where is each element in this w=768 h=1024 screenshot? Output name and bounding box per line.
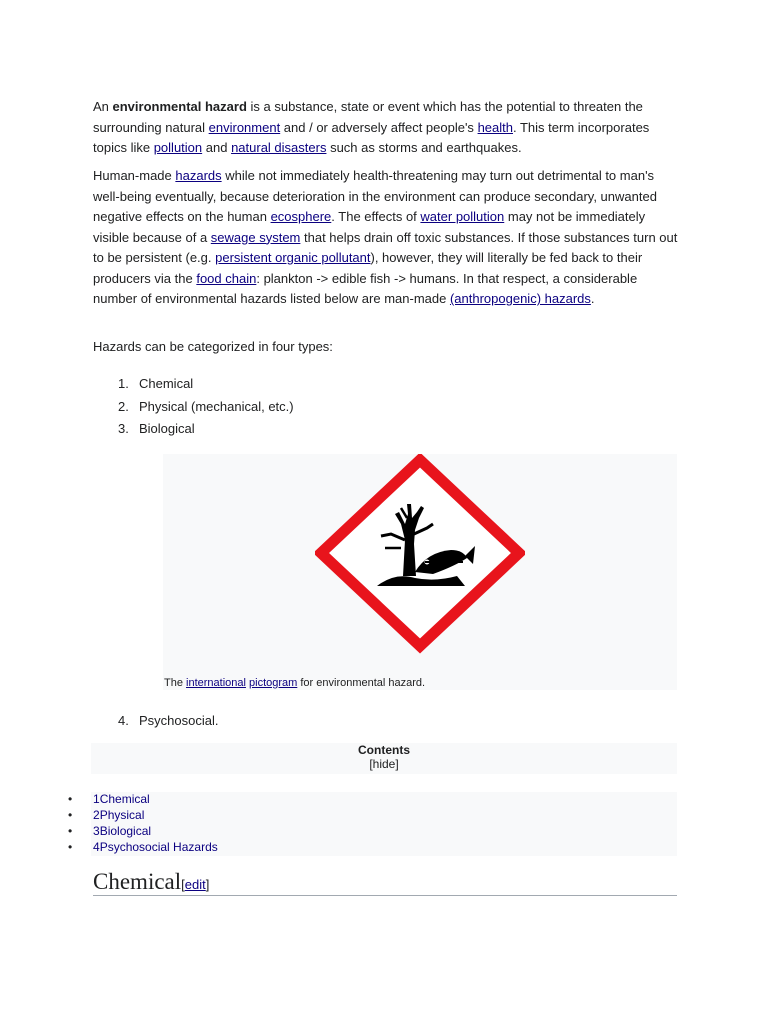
- intro-paragraph-3: Hazards can be categorized in four types:: [93, 339, 333, 354]
- text: that helps drain off toxic substances. If those substances turn out to be persistent (e.g.: [93, 229, 678, 265]
- toc-label: Psychosocial Hazards: [99, 840, 218, 854]
- list-number: 1.: [118, 376, 129, 391]
- list-number: 2.: [118, 399, 129, 414]
- figure-caption: [164, 677, 425, 690]
- section-heading-chemical: [93, 868, 677, 896]
- toc-label: Physical: [99, 808, 145, 822]
- list-label: Psychosocial.: [139, 713, 219, 728]
- list-number: 4.: [118, 713, 129, 728]
- list-number: 3.: [118, 421, 129, 436]
- bullet-icon: •: [68, 792, 73, 806]
- toc-number: 1: [93, 792, 100, 806]
- intro-paragraph-2: [93, 166, 678, 310]
- link-environment[interactable]: environment: [208, 119, 281, 135]
- link-food-chain[interactable]: food chain: [196, 270, 257, 286]
- link-pollution[interactable]: pollution: [153, 140, 203, 155]
- text: such as storms and earthquakes.: [326, 140, 522, 155]
- link-ecosphere[interactable]: ecosphere: [270, 209, 332, 224]
- bullet-icon: •: [68, 808, 73, 822]
- toc-title: Contents: [358, 743, 410, 757]
- text: The: [164, 677, 187, 689]
- intro-paragraph-1: [93, 97, 678, 159]
- bracket: [: [181, 877, 185, 892]
- text: ), however, they will literally be fed back to their producers via the: [93, 250, 643, 286]
- toc-label: Chemical: [99, 792, 150, 806]
- link-water-pollution[interactable]: water pollution: [420, 209, 505, 224]
- link-natural-disasters[interactable]: natural disasters: [231, 140, 327, 155]
- text: : plankton -> edible fish -> humans. In that respect, a considerable number of environmental hazards listed below are man-made: [93, 270, 638, 306]
- text: . The effects of: [331, 209, 421, 224]
- list-label: Chemical: [139, 376, 194, 391]
- list-item-physical: [118, 398, 294, 416]
- diamond-border: [321, 460, 519, 646]
- list-label: Physical (mechanical, etc.): [139, 399, 294, 414]
- term-bold: environmental hazard: [112, 99, 247, 114]
- text: and: [202, 140, 232, 155]
- toc-hide-toggle[interactable]: [hide]: [369, 757, 399, 771]
- edit-section-link[interactable]: [181, 877, 209, 892]
- toc-entry-physical[interactable]: [68, 808, 145, 822]
- text: is a substance, state or event which has the potential to threaten the surrounding natural: [93, 99, 643, 135]
- text: . This term incorporates topics like: [93, 119, 650, 155]
- toc-entry-biological[interactable]: [68, 824, 152, 838]
- text: may not be immediately visible because of a: [93, 209, 646, 245]
- link-hazards[interactable]: hazards: [175, 168, 222, 183]
- toc-list: [68, 792, 677, 856]
- toc-number: 3: [93, 824, 100, 838]
- link-anthropogenic-hazards[interactable]: (anthropogenic) hazards: [449, 291, 591, 306]
- toc-label: Biological: [99, 824, 152, 838]
- list-item-chemical: [118, 375, 193, 393]
- toc-header: [91, 743, 677, 774]
- link-international[interactable]: international: [186, 677, 246, 689]
- bracket: ]: [205, 877, 210, 892]
- figure-thumbnail: [163, 454, 677, 690]
- text: .: [590, 291, 595, 306]
- bullet-icon: •: [68, 840, 73, 854]
- link-sewage-system[interactable]: sewage system: [210, 229, 301, 245]
- bullet-icon: •: [68, 824, 73, 838]
- text: for environmental hazard.: [297, 677, 426, 689]
- list-item-psychosocial: [118, 712, 218, 730]
- list-item-biological: [118, 420, 195, 438]
- link-pictogram[interactable]: pictogram: [249, 677, 298, 689]
- text: Human-made: [93, 168, 176, 183]
- environmental-hazard-pictogram-icon: [315, 454, 525, 654]
- toc-entry-psychosocial[interactable]: [68, 840, 218, 854]
- text: An: [93, 99, 113, 114]
- toc-entry-chemical[interactable]: [68, 792, 150, 806]
- link-health[interactable]: health: [477, 119, 513, 135]
- text: and / or adversely affect people's: [280, 119, 478, 135]
- section-title: Chemical: [93, 869, 182, 894]
- link-persistent-organic-pollutant[interactable]: persistent organic pollutant: [215, 250, 371, 265]
- toc-number: 2: [93, 808, 100, 822]
- edit-link[interactable]: edit: [184, 877, 206, 892]
- toc-number: 4: [93, 840, 100, 854]
- text: while not immediately health-threatening may turn out detrimental to man's well-being eventually, because deterioration in the environment can produce secondary, unwanted negative effects on the human: [93, 168, 657, 224]
- list-label: Biological: [139, 421, 195, 436]
